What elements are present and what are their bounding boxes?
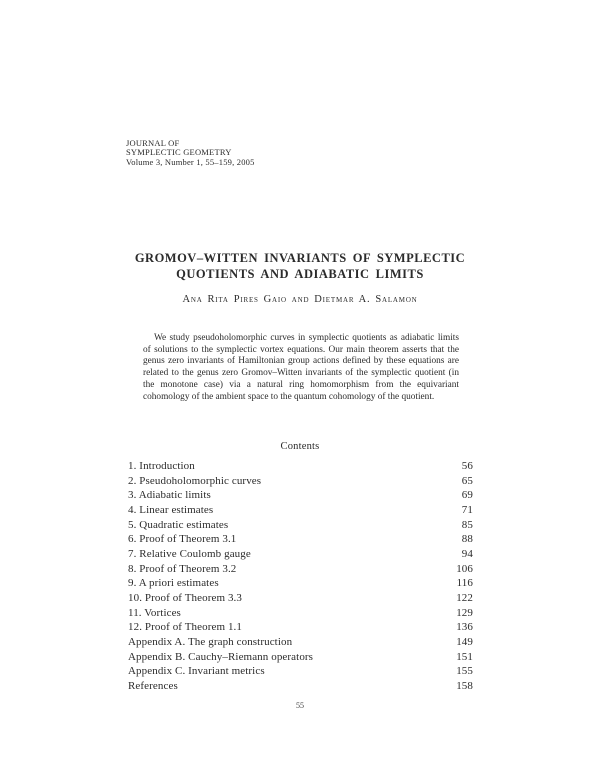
toc-entry-page: 88 (461, 533, 473, 546)
abstract-text: We study pseudoholomorphic curves in symplectic quotients as adiabatic limits of solutions to the symplectic vortex equations. Our main theorem asserts that the genus zero invariants of Hamiltonian group actions defined by these equations are related to the genus zero Gromov–Witten invariants of the symplectic quotient (in the monotone case) via a natural ring homomorphism from the equivariant cohomology of the ambient space to the quantum cohomology of the quotient. (143, 333, 459, 402)
toc-entry (128, 532, 473, 547)
toc-entry-page: 149 (456, 635, 473, 648)
toc-entry-label: References (128, 679, 178, 692)
toc-entry (128, 503, 473, 518)
toc-entry (128, 664, 473, 679)
authors-line: Ana Rita Pires Gaio and Dietmar A. Salamon (182, 294, 418, 305)
toc-entry (128, 650, 473, 665)
toc-entry-label: 9. A priori estimates (128, 577, 219, 590)
page-number: 55 (296, 701, 304, 710)
table-of-contents (128, 459, 473, 694)
toc-entry (128, 606, 473, 621)
journal-name-line-1: JOURNAL OF (126, 138, 180, 148)
toc-entry-page: 116 (456, 577, 473, 590)
toc-entry-page: 56 (461, 460, 473, 472)
toc-entry-label: Appendix A. The graph construction (128, 635, 293, 648)
abstract (143, 333, 459, 403)
toc-entry-page: 129 (456, 606, 473, 619)
toc-entry-label: Appendix C. Invariant metrics (128, 665, 265, 678)
toc-entry (128, 576, 473, 591)
toc-entry-page: 122 (456, 591, 473, 604)
toc-entry-page: 94 (461, 547, 473, 560)
toc-entry-page: 69 (461, 489, 473, 502)
toc-entry-page: 155 (456, 665, 473, 678)
toc-entry (128, 679, 473, 694)
toc-entry-label: 4. Linear estimates (128, 503, 214, 516)
toc-entry-page: 71 (461, 503, 473, 516)
toc-entry-label: 3. Adiabatic limits (128, 489, 211, 502)
toc-entry-page: 85 (461, 518, 473, 531)
toc-entry-label: 1. Introduction (128, 460, 195, 472)
toc-entry-label: 8. Proof of Theorem 3.2 (128, 562, 237, 575)
journal-name-line-2: SYMPLECTIC GEOMETRY (126, 147, 232, 158)
paper-title (0, 251, 600, 282)
toc-entry (128, 518, 473, 533)
toc-entry-label: 6. Proof of Theorem 3.1 (128, 533, 237, 546)
contents-heading: Contents (280, 441, 320, 452)
toc-entry (128, 547, 473, 562)
journal-volume-line: Volume 3, Number 1, 55–159, 2005 (126, 156, 255, 167)
toc-entry-label: 7. Relative Coulomb gauge (128, 547, 251, 560)
journal-header (126, 139, 255, 167)
toc-entry (128, 635, 473, 650)
toc-entry-label: 10. Proof of Theorem 3.3 (128, 591, 243, 604)
toc-entry-label: 2. Pseudoholomorphic curves (128, 474, 262, 487)
toc-entry-page: 136 (456, 621, 473, 634)
toc-entry-page: 158 (456, 679, 473, 692)
paper-title-line-1: GROMOV–WITTEN INVARIANTS OF SYMPLECTIC (134, 251, 466, 265)
toc-entry-label: 11. Vortices (128, 606, 181, 619)
toc-entry-label: Appendix B. Cauchy–Riemann operators (128, 650, 314, 663)
toc-entry (128, 620, 473, 635)
toc-entry (128, 488, 473, 503)
toc-entry (128, 591, 473, 606)
toc-entry (128, 459, 473, 474)
paper-title-line-2: QUOTIENTS AND ADIABATIC LIMITS (176, 266, 424, 281)
toc-entry-label: 12. Proof of Theorem 1.1 (128, 621, 243, 634)
toc-entry-label: 5. Quadratic estimates (128, 518, 229, 531)
toc-entry-page: 151 (456, 650, 473, 663)
toc-entry-page: 106 (456, 562, 473, 575)
toc-entry-page: 65 (461, 474, 473, 487)
toc-entry (128, 562, 473, 577)
toc-entry (128, 474, 473, 489)
